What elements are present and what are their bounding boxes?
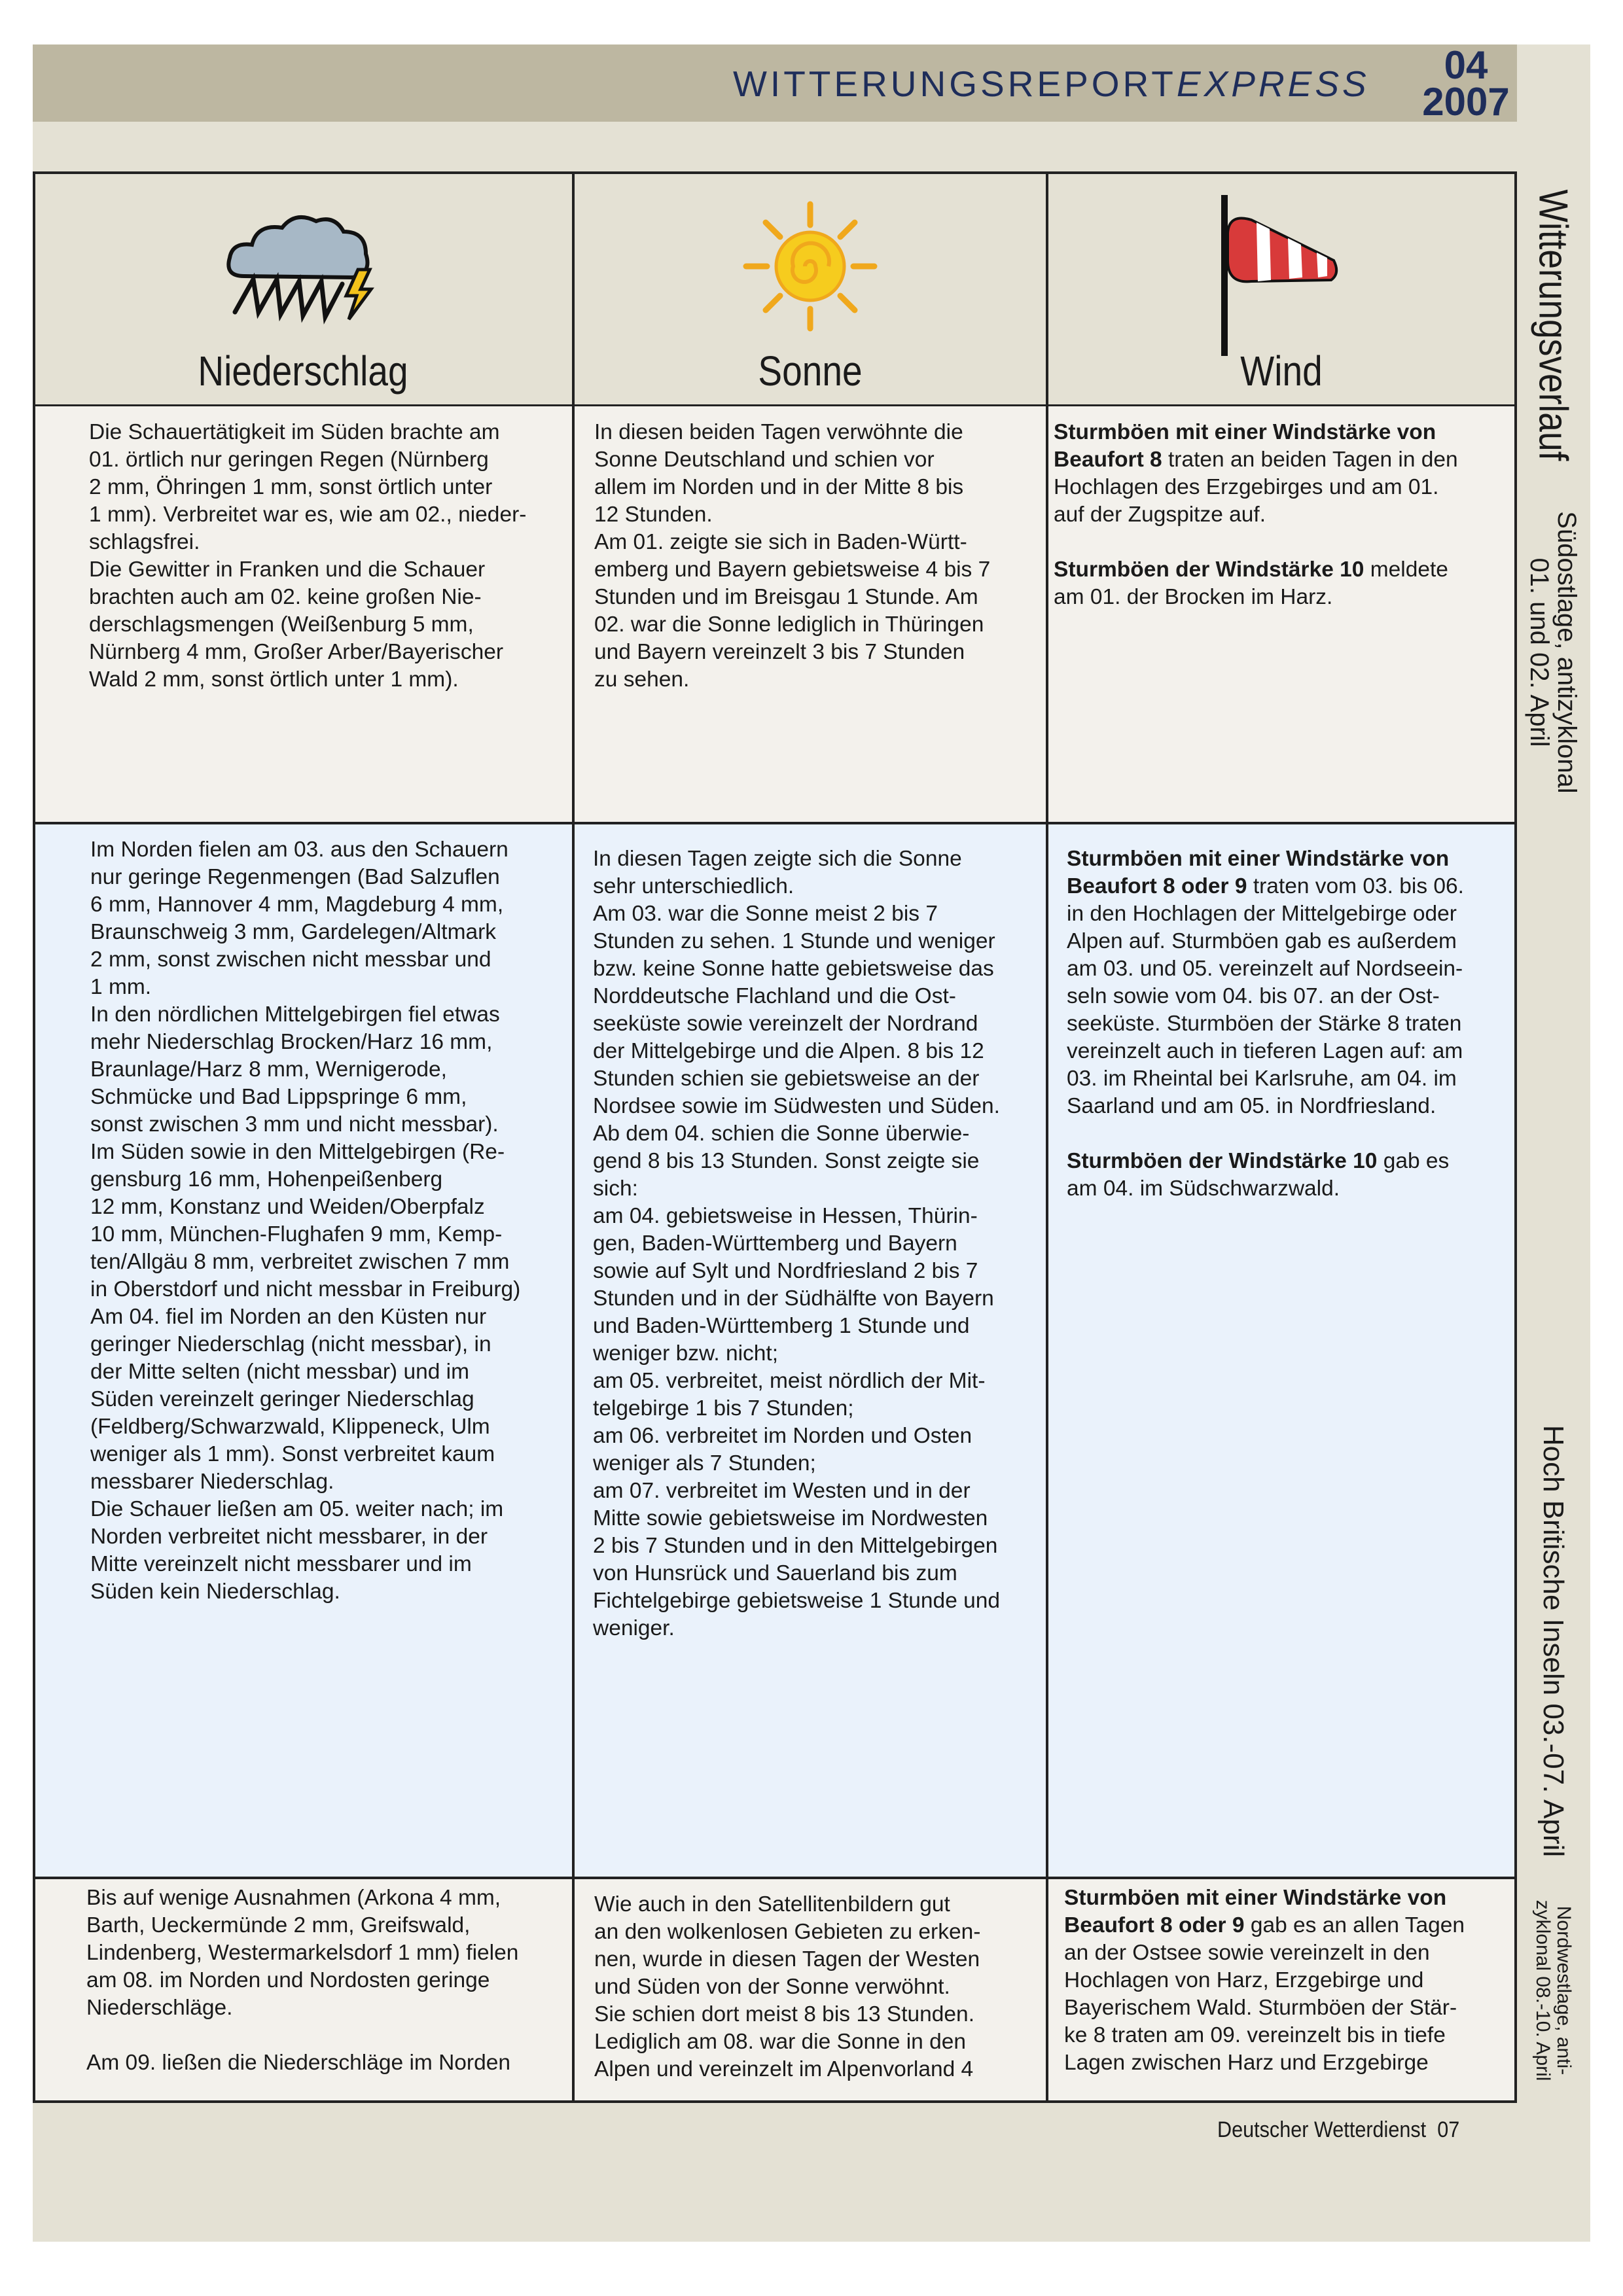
table-rule [33, 171, 1516, 174]
table-rule [33, 2100, 1516, 2103]
sun-icon [738, 198, 882, 335]
period-2-sonne-text: In diesen Tagen zeigte sich die Sonne sehr unterschiedlich. Am 03. war die Sonne meist 2 bis 7 Stunden zu sehen. 1 Stunde und weniger bzw. keine Sonne hatte gebietsweise das Norddeutsche Flachland und die Ost- seeküste sowie vereinzelt der Nordrand der Mittelgebirge und die Alpen. 8 bis 12 Stunden schien sie gebietsweise an der Nordsee sowie im Südwesten und Süden. Ab dem 04. schien die Sonne überwie- gend 8 bis 13 Stunden. Sonst zeigte sie sich: am 04. gebietsweise in Hessen, Thürin- gen, Baden-Württemberg und Bayern sowie auf Sylt und Nordfriesland 2 bis 7 Stunden und in der Südhälfte von Bayern und Baden-Württemberg 1 Stunde und weniger bzw. nicht; am 05. verbreitet, meist nördlich der Mit- telgebirge 1 bis 7 Stunden; am 06. verbreitet im Norden und Osten weniger als 7 Stunden; am 07. verbreitet im Westen und in der Mitte sowie gebietsweise im Nordwesten 2 bis 7 Stunden und in den Mittelgebirgen von Hunsrück und Sauerland bis zum Fichtelgebirge gebietsweise 1 Stunde und weniger. [593, 847, 1001, 1640]
period-1-wind-part-1: traten an beiden Tagen in den Hochlagen des Erzgebirges und am 01. auf der Zugspitze auf. [1054, 448, 1458, 527]
period-2-wind-bold-1: Sturmböen mit einer Windstärke von Beaufort 8 oder 9 [1067, 847, 1450, 898]
side-period-2 [1516, 823, 1590, 1878]
issue-year: 2007 [1422, 80, 1510, 124]
period-1-wind-bold-2: Sturmböen der Windstärke 10 [1054, 557, 1364, 582]
side-label-period-1-line-2: 01. und 02. April [1525, 557, 1554, 747]
side-label-period-3-line-1: Nordwestlage, anti- [1553, 1905, 1575, 2075]
period-3-wind-part-1: gab es an allen Tagen an der Ostsee sowie vereinzelt in den Hochlagen von Harz, Erzgebirge und Bayerischem Wald. Sturmböen der Stär- ke 8 traten am 09. vereinzelt bis in tiefe Lagen zwischen Harz und Erzgebirge [1064, 1913, 1465, 2075]
side-label-box-2 [1516, 1412, 1590, 1870]
period-2-wind-bold-2: Sturmböen der Windstärke 10 [1067, 1149, 1378, 1173]
table-rule [33, 1877, 1516, 1879]
weather-table [33, 171, 1581, 2103]
side-label-period-3-line-2: zyklonal 08.-10. April [1532, 1899, 1554, 2081]
side-label-period-1 [1525, 511, 1580, 793]
period-3-niederschlag-text: Bis auf wenige Ausnahmen (Arkona 4 mm, Barth, Ueckermünde 2 mm, Greifswald, Lindenberg, Westermarkelsdorf 1 mm) fielen am 08. im Norden und Nordosten geringe Niederschläge. Am 09. ließen die Niederschläge im Norden [86, 1886, 519, 2075]
side-label-period-3 [1532, 1900, 1574, 2081]
period-2-wind-text [1067, 845, 1512, 1203]
period-2-wind-part-1: traten vom 03. bis 06. in den Hochlagen der Mittelgebirge oder Alpen auf. Sturmböen gab es außerdem am 03. und 05. vereinzelt auf Nordseein- seln sowie vom 04. bis 07. an der Ost- seeküste. Sturmböen der Stärke 8 traten vereinzelt auch in tieferen Lagen auf: am 03. im Rheintal bei Karlsruhe, am 04. im Saarland und am 05. in Nordfriesland. [1067, 874, 1464, 1118]
page-footer [1217, 2117, 1459, 2143]
storm-cloud-icon [218, 198, 388, 328]
period-1-wind-bold-1: Sturmböen mit einer Windstärke von Beaufort 8 [1054, 420, 1436, 472]
table-rule [33, 171, 35, 2103]
side-title-box [1516, 171, 1590, 479]
side-label-box-1 [1516, 486, 1590, 819]
period-2-niederschlag-text: Im Norden fielen am 03. aus den Schauern nur geringe Regenmengen (Bad Salzuflen 6 mm, Hannover 4 mm, Magdeburg 4 mm, Braunschweig 3 mm, Gardelegen/Altmark 2 mm, sonst zwischen nicht messbar und 1 mm. In den nördlichen Mittelgebirgen fiel etwas mehr Niederschlag Brocken/Harz 16 mm, Braunlage/Harz 8 mm, Wernigerode, Schmücke und Bad Lippspringe 6 mm, sonst zwischen 3 mm und nicht messbar). Im Süden sowie in den Mittelgebirgen (Re- gensburg 16 mm, Hohenpeißenberg 12 mm, Konstanz und Weiden/Oberpfalz 10 mm, München-Flughafen 9 mm, Kemp- ten/Allgäu 8 mm, verbreitet zwischen 7 mm in Oberstdorf und nicht messbar in Freiburg) Am 04. fiel im Norden an den Küsten nur geringer Niederschlag (nicht messbar), in der Mitte selten (nicht messbar) und im Süden vereinzelt geringer Niederschlag (Feldberg/Schwarzwald, Klippeneck, Ulm weniger als 1 mm). Sonst verbreitet kaum messbarer Niederschlag. Die Schauer ließen am 05. weiter nach; im Norden verbreitet nicht messbarer, in der Mitte vereinzelt nicht messbarer und im Süden kein Niederschlag. [90, 838, 521, 1604]
column-label-sonne: Sonne [758, 347, 863, 395]
report-title-express: EXPRESS [1176, 63, 1370, 104]
side-label-period-2: Hoch Britische Inseln 03.-07. April [1537, 1424, 1569, 1858]
issue-number: 04 [1444, 43, 1488, 87]
period-2-wind-part-2: gab es am 04. im Südschwarzwald. [1067, 1149, 1450, 1201]
side-period-1 [1516, 171, 1590, 823]
side-title: Witterungsverlauf [1530, 189, 1576, 461]
table-rule [572, 171, 575, 2103]
period-1-niederschlag-text: Die Schauertätigkeit im Süden brachte am 01. örtlich nur geringen Regen (Nürnberg 2 mm, Öhringen 1 mm, sonst örtlich unter 1 mm). Verbreitet war es, wie am 02., nieder- schlagsfrei. Die Gewitter in Franken und die Schauer brachten auch am 02. keine großen Nie- derschlagsmengen (Weißenburg 5 mm, Nürnberg 4 mm, Großer Arber/Bayerischer Wald 2 mm, sonst örtlich unter 1 mm). [89, 420, 527, 692]
column-header-wind [1047, 171, 1516, 406]
column-header-niederschlag [33, 171, 573, 406]
table-rule [33, 404, 1516, 406]
period-1-wind-part-2: meldete am 01. der Brocken im Harz. [1054, 557, 1448, 609]
period-1-wind-text [1054, 419, 1512, 611]
table-rule [33, 822, 1516, 824]
issue-badge [1420, 43, 1512, 124]
report-title [733, 63, 1370, 105]
page-number: 07 [1437, 2117, 1460, 2142]
column-label-niederschlag: Niederschlag [198, 347, 408, 395]
footer-publisher: Deutscher Wetterdienst [1217, 2117, 1427, 2142]
column-header-sonne [573, 171, 1047, 406]
table-rule [1046, 171, 1048, 2103]
windsock-icon [1209, 188, 1353, 359]
column-label-wind: Wind [1240, 347, 1323, 395]
period-3-wind-bold-1: Sturmböen mit einer Windstärke von Beaufort 8 oder 9 [1064, 1886, 1447, 1937]
side-period-3 [1516, 1878, 1590, 2103]
report-title-main: WITTERUNGSREPORT [733, 63, 1177, 104]
side-label-period-1-line-1: Südostlage, antizyklonal [1552, 511, 1581, 794]
period-3-wind-text [1064, 1884, 1513, 2077]
period-3-sonne-text: Wie auch in den Satellitenbildern gut an den wolkenlosen Gebieten zu erken- nen, wurde in diesen Tagen der Westen und Süden von der Sonne verwöhnt. Sie schien dort meist 8 bis 13 Stunden. Lediglich am 08. war die Sonne in den Alpen und vereinzelt im Alpenvorland 4 [594, 1892, 981, 2081]
period-1-sonne-text: In diesen beiden Tagen verwöhnte die Sonne Deutschland und schien vor allem im Norden und in der Mitte 8 bis 12 Stunden. Am 01. zeigte sie sich in Baden-Württ- emberg und Bayern gebietsweise 4 bis 7 Stunden und im Breisgau 1 Stunde. Am 02. war die Sonne lediglich in Thüringen und Bayern vereinzelt 3 bis 7 Stunden zu sehen. [594, 420, 991, 692]
